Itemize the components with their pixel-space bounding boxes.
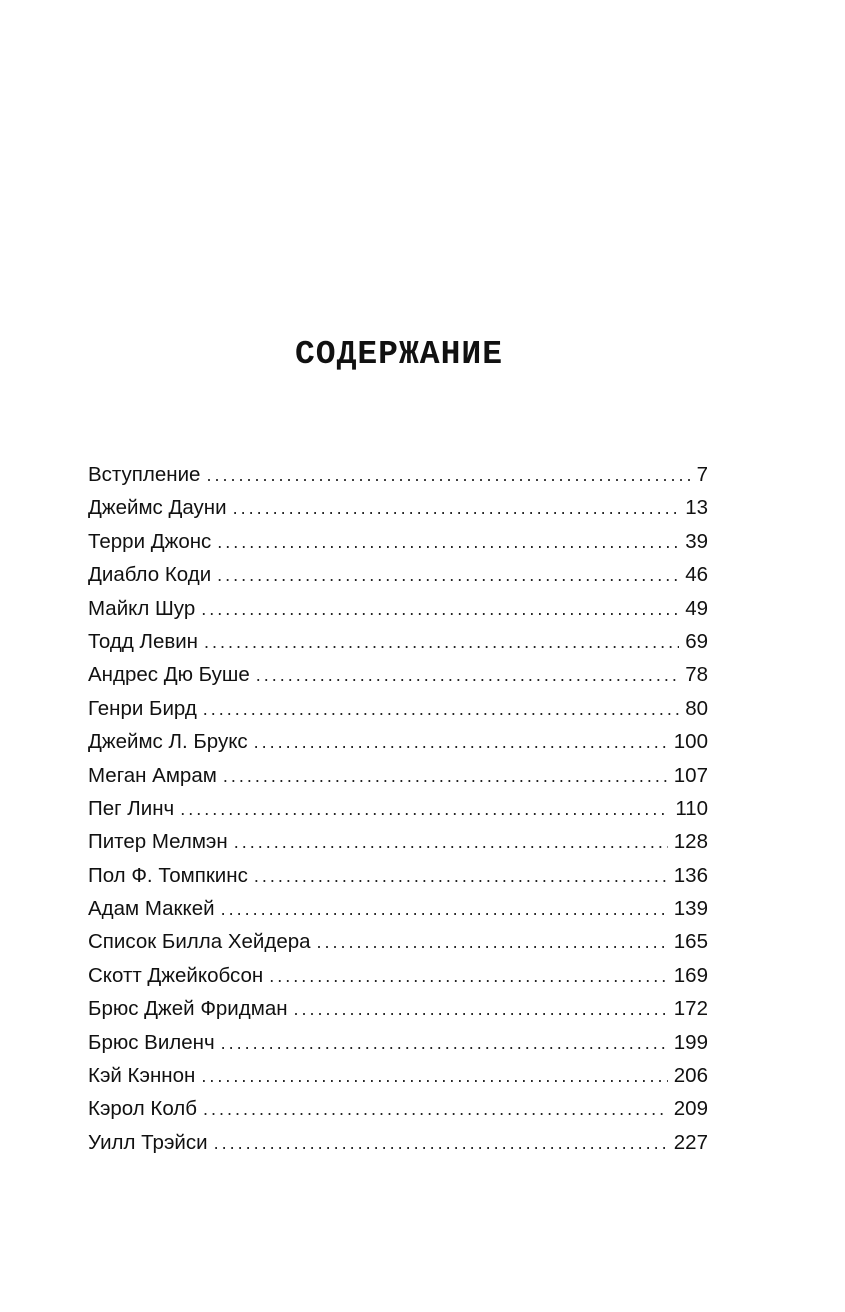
dot-leader <box>180 793 669 826</box>
toc-entry-page: 199 <box>673 1030 708 1054</box>
toc-entry <box>88 525 708 558</box>
toc-entry <box>88 625 708 658</box>
dot-leader <box>203 1093 668 1126</box>
toc-entry-page: 165 <box>673 930 708 954</box>
dot-leader <box>201 593 679 626</box>
toc-entry-page: 78 <box>685 663 708 687</box>
toc-entry-name: Генри Бирд <box>88 696 197 720</box>
toc-entry-page: 7 <box>696 463 708 486</box>
toc-entry-page: 39 <box>685 529 708 553</box>
dot-leader <box>203 693 679 726</box>
toc-entry <box>88 558 708 591</box>
toc-entry-name: Адам Маккей <box>88 897 215 921</box>
dot-leader <box>201 1060 667 1093</box>
toc-entry <box>88 592 708 625</box>
toc-entry <box>88 759 708 792</box>
dot-leader <box>221 893 668 926</box>
toc-entry-page: 46 <box>685 563 708 587</box>
toc-entry-page: 227 <box>673 1130 708 1154</box>
toc-entry <box>88 792 708 825</box>
toc-entry <box>88 1026 708 1059</box>
toc-entry <box>88 992 708 1025</box>
toc-entry-name: Пол Ф. Томпкинс <box>88 863 248 887</box>
toc-entry-page: 80 <box>685 696 708 720</box>
dot-leader <box>233 492 680 525</box>
toc-entry-page: 100 <box>673 730 708 754</box>
dot-leader <box>221 1027 668 1060</box>
toc-entry-name: Тодд Левин <box>88 629 199 653</box>
toc-entry-name: Кэрол Колб <box>88 1097 198 1121</box>
toc-entry <box>88 892 708 925</box>
toc-entry-name: Брюс Виленч <box>88 1030 215 1054</box>
toc-entry-name: Джеймс Л. Брукс <box>88 730 248 754</box>
toc-entry <box>88 692 708 725</box>
toc-entry-name: Уилл Трэйси <box>88 1130 208 1154</box>
dot-leader <box>317 926 668 959</box>
table-of-contents <box>88 458 708 1159</box>
toc-entry-name: Диабло Коди <box>88 563 212 587</box>
toc-entry-page: 206 <box>673 1064 708 1088</box>
toc-entry <box>88 1092 708 1125</box>
toc-entry-name: Кэй Кэннон <box>88 1064 196 1088</box>
toc-entry-name: Пег Линч <box>88 796 175 820</box>
toc-entry-name: Меган Амрам <box>88 763 217 787</box>
toc-entry-page: 13 <box>685 496 708 520</box>
dot-leader <box>214 1127 668 1160</box>
dot-leader <box>206 459 690 492</box>
toc-entry-page: 209 <box>673 1097 708 1121</box>
toc-entry-page: 69 <box>685 629 708 653</box>
toc-entry-page: 49 <box>685 596 708 620</box>
page-title: СОДЕРЖАНИЕ <box>294 336 504 373</box>
dot-leader <box>254 726 668 759</box>
toc-entry-name: Андрес Дю Буше <box>88 663 250 687</box>
toc-entry-page: 128 <box>673 830 708 854</box>
toc-entry <box>88 959 708 992</box>
toc-entry <box>88 725 708 758</box>
toc-entry <box>88 658 708 691</box>
toc-entry <box>88 1126 708 1159</box>
toc-entry <box>88 925 708 958</box>
dot-leader <box>269 960 668 993</box>
toc-entry-page: 169 <box>673 963 708 987</box>
dot-leader <box>223 760 668 793</box>
toc-entry-name: Список Билла Хейдера <box>88 930 311 954</box>
toc-entry-page: 107 <box>673 763 708 787</box>
toc-entry-name: Брюс Джей Фридман <box>88 997 288 1021</box>
dot-leader <box>256 659 679 692</box>
toc-entry <box>88 1059 708 1092</box>
toc-entry-page: 110 <box>675 796 708 820</box>
toc-entry <box>88 491 708 524</box>
dot-leader <box>234 826 668 859</box>
toc-entry-name: Терри Джонс <box>88 529 212 553</box>
dot-leader <box>204 626 679 659</box>
toc-entry-name: Скотт Джейкобсон <box>88 963 264 987</box>
toc-entry-name: Джеймс Дауни <box>88 496 227 520</box>
toc-entry-page: 172 <box>673 997 708 1021</box>
dot-leader <box>254 860 668 893</box>
toc-entry-page: 139 <box>673 897 708 921</box>
toc-entry-page: 136 <box>673 863 708 887</box>
toc-entry-name: Майкл Шур <box>88 596 196 620</box>
toc-entry-name: Вступление <box>88 463 201 486</box>
dot-leader <box>217 526 679 559</box>
dot-leader <box>217 559 679 592</box>
toc-entry-name: Питер Мелмэн <box>88 830 228 854</box>
dot-leader <box>294 993 668 1026</box>
toc-entry <box>88 859 708 892</box>
toc-entry <box>88 458 708 491</box>
toc-entry <box>88 825 708 858</box>
